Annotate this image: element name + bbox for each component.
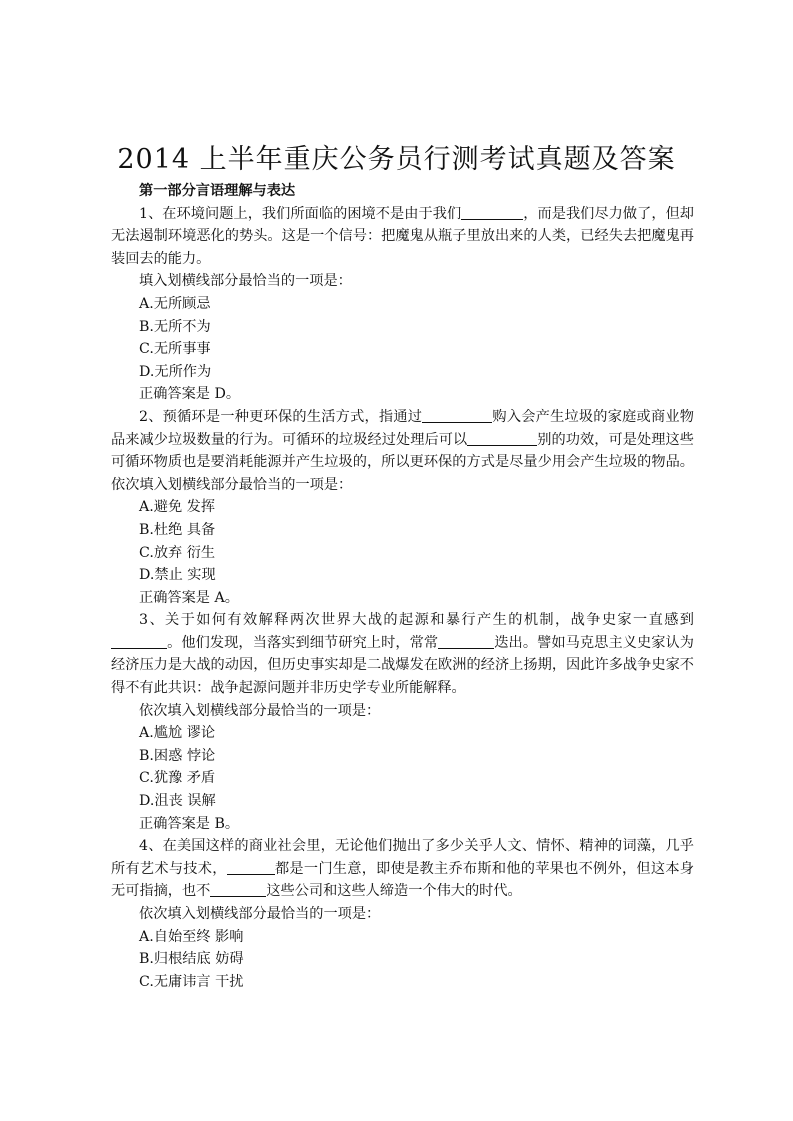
fill-blank bbox=[227, 860, 275, 875]
fill-blank bbox=[461, 205, 523, 220]
question-2-option-c: C.放弃 衍生 bbox=[139, 544, 216, 561]
question-4-text-mid: 都是一门生意，即使是教主乔布斯和他的苹果也不例外，但这本身无可指摘，也不 bbox=[111, 860, 694, 900]
fill-blank bbox=[111, 634, 167, 649]
question-1-answer: 正确答案是 D。 bbox=[139, 386, 241, 403]
question-2-text-mid: 购入会产生垃圾的家庭或商业物品来减少垃圾数量的行为。可循环的垃圾经过处理后可以 bbox=[111, 408, 694, 448]
fill-blank bbox=[467, 431, 537, 446]
question-2-text-post: 别的功效，可是处理这些可循环物质也是要消耗能源并产生垃圾的，所以更环保的方式是尽量少用会产生垃圾的物品。依次填入划横线部分最恰当的一项是： bbox=[111, 431, 694, 493]
question-1-option-c: C.无所事事 bbox=[139, 341, 211, 358]
question-1-text-post: ，而是我们尽力做了，但却无法遏制环境恶化的势头。这是一个信号：把魔鬼从瓶子里放出来的人类，已经失去把魔鬼再装回去的能力。 bbox=[111, 205, 694, 267]
question-4-option-b: B.归根结底 妨碍 bbox=[139, 951, 244, 968]
question-2-option-d: D.禁止 实现 bbox=[139, 567, 216, 584]
question-2-text-pre: 2、预循环是一种更环保的生活方式，指通过 bbox=[139, 408, 423, 425]
question-3-text-post: 迭出。譬如马克思主义史家认为经济压力是大战的动因，但历史事实却是二战爆发在欧洲的经济上扬期，因此许多战争史家不得不有此共识：战争起源问题并非历史学专业所能解释。 bbox=[111, 634, 694, 697]
question-4-prompt: 依次填入划横线部分最恰当的一项是： bbox=[139, 906, 381, 922]
question-3-option-b: B.困惑 悖论 bbox=[139, 747, 216, 764]
question-1-prompt: 填入划横线部分最恰当的一项是： bbox=[139, 273, 352, 290]
question-1-option-b: B.无所不为 bbox=[139, 318, 211, 335]
question-4-text-pre: 4、在美国这样的商业社会里，无论他们抛出了多少关乎人文、情怀、精神的词藻，几乎所有艺术与技术， bbox=[111, 838, 694, 877]
question-3-option-a: A.尴尬 谬论 bbox=[139, 725, 216, 742]
question-3-text-pre: 3、关于如何有效解释两次世界大战的起源和暴行产生的机制，战争史家一直感到 bbox=[139, 612, 694, 629]
question-3-option-d: D.沮丧 误解 bbox=[139, 793, 216, 810]
document-body bbox=[111, 180, 694, 993]
question-4-text-post: 这些公司和这些人缔造一个伟大的时代。 bbox=[266, 883, 522, 900]
question-1-option-d: D.无所作为 bbox=[139, 363, 212, 380]
fill-blank bbox=[422, 408, 492, 423]
question-1-option-a: A.无所顾忌 bbox=[139, 295, 211, 312]
question-1-text-pre: 1、在环境问题上，我们所面临的困境不是由于我们 bbox=[139, 205, 462, 222]
question-2-option-a: A.避免 发挥 bbox=[139, 499, 216, 516]
question-3-stem bbox=[111, 609, 694, 699]
question-3-option-c: C.犹豫 矛盾 bbox=[139, 770, 216, 787]
question-4-option-a: A.自始至终 影响 bbox=[139, 928, 244, 945]
section-heading: 第一部分言语理解与表达 bbox=[139, 183, 296, 199]
question-3-answer: 正确答案是 B。 bbox=[139, 815, 240, 832]
document-title: 2014 上半年重庆公务员行测考试真题及答案 bbox=[117, 144, 676, 175]
fill-blank bbox=[438, 634, 494, 649]
question-3-prompt: 依次填入划横线部分最恰当的一项是： bbox=[139, 702, 381, 719]
question-4-option-c: C.无庸讳言 干扰 bbox=[139, 973, 244, 990]
question-2-stem bbox=[111, 406, 694, 496]
fill-blank bbox=[210, 882, 266, 897]
question-1-stem bbox=[111, 203, 694, 271]
question-4-stem bbox=[111, 835, 694, 903]
question-2-option-b: B.杜绝 具备 bbox=[139, 521, 216, 538]
question-2-answer: 正确答案是 A。 bbox=[139, 589, 239, 606]
question-3-text-mid: 。他们发现，当落实到细节研究上时，常常 bbox=[167, 634, 439, 651]
